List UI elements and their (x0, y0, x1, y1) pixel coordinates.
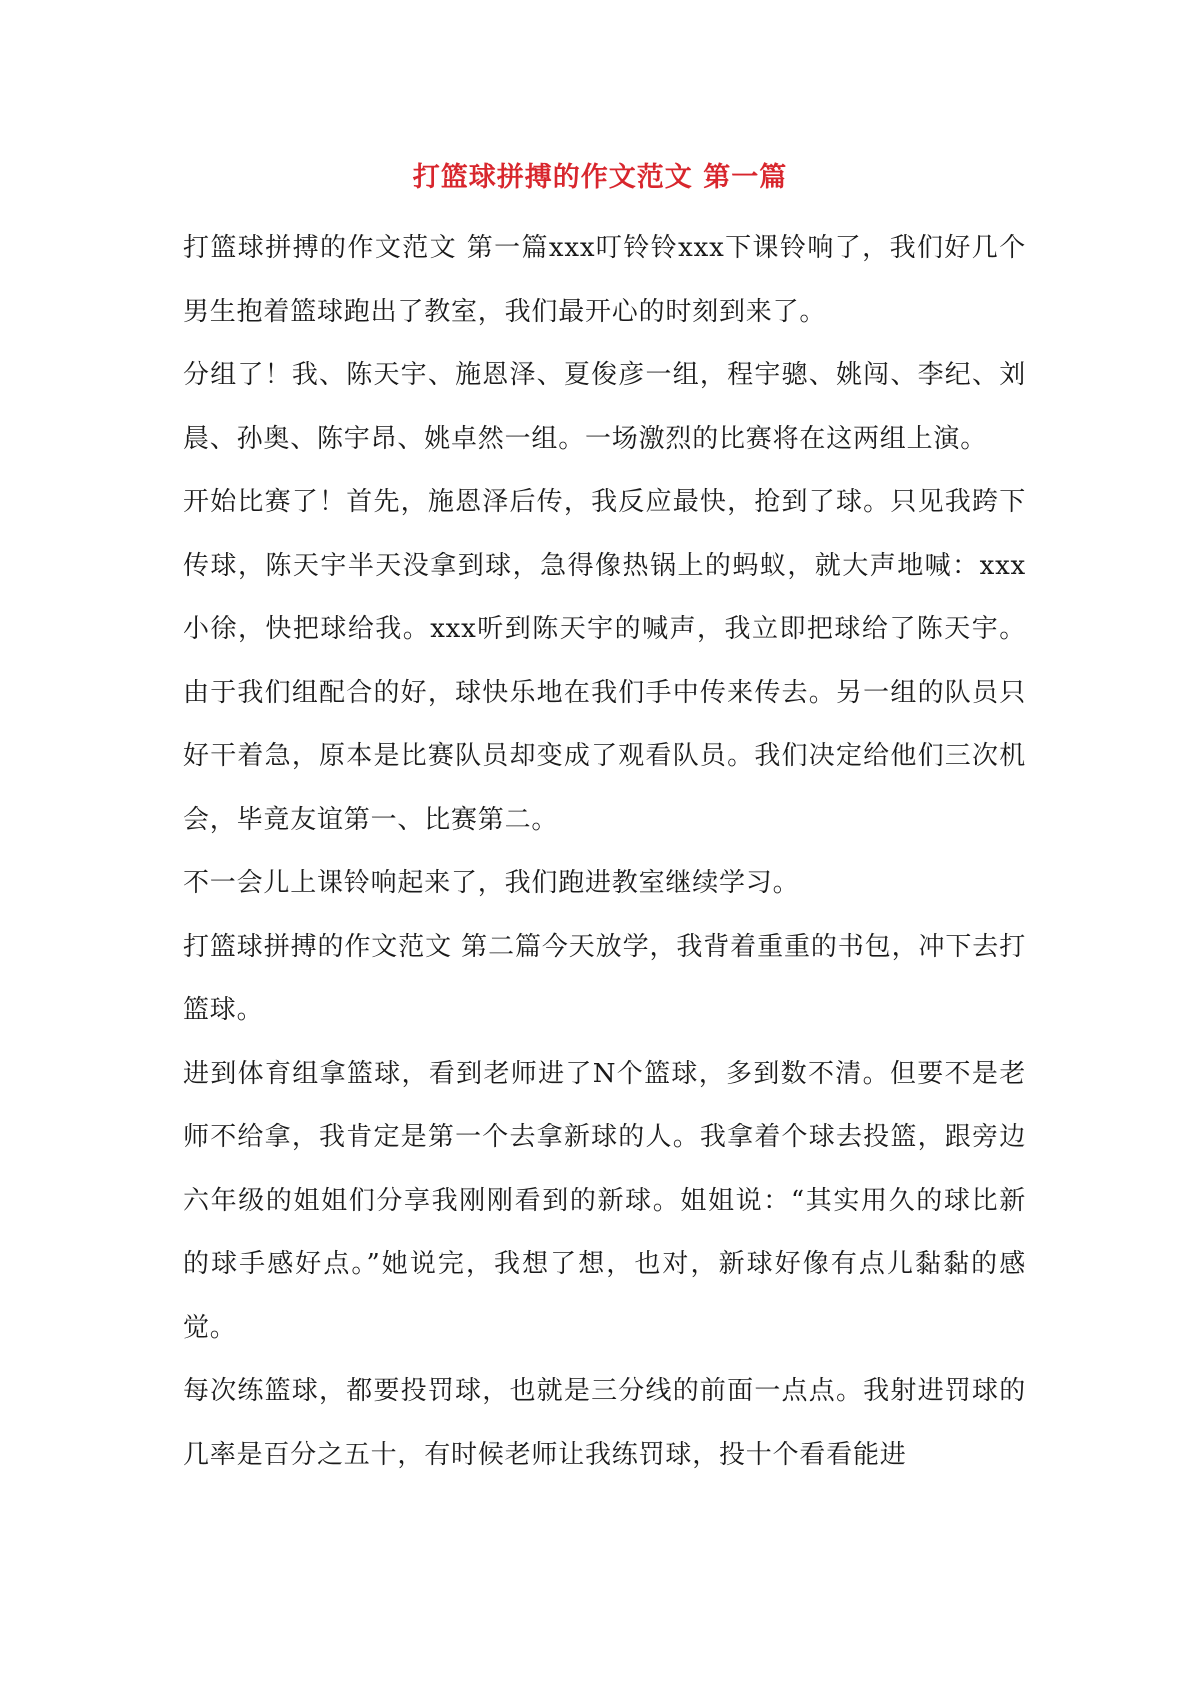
paragraph: 每次练篮球，都要投罚球，也就是三分线的前面一点点。我射进罚球的几率是百分之五十，有时候老师让我练罚球，投十个看看能进 (183, 1376, 1026, 1470)
document-title: 打篮球拼搏的作文范文 第一篇 (412, 162, 788, 193)
paragraph: 分组了！我、陈天宇、施恩泽、夏俊彦一组，程宇骢、姚闯、李纪、刘晨、孙奥、陈宇昂、姚卓然一组。一场激烈的比赛将在这两组上演。 (183, 360, 1026, 454)
document-body (183, 217, 1026, 1487)
paragraph: 不一会儿上课铃响起来了，我们跑进教室继续学习。 (183, 868, 800, 898)
paragraph: 打篮球拼搏的作文范文 第一篇xxx叮铃铃xxx下课铃响了，我们好几个男生抱着篮球跑出了教室，我们最开心的时刻到来了。 (183, 233, 1026, 327)
paragraph: 打篮球拼搏的作文范文 第二篇今天放学，我背着重重的书包，冲下去打篮球。 (183, 931, 1026, 1025)
paragraph: 开始比赛了！首先，施恩泽后传，我反应最快，抢到了球。只见我跨下传球，陈天宇半天没拿到球，急得像热锅上的蚂蚁，就大声地喊：xxx小徐，快把球给我。xxx听到陈天宇的喊声，我立即把球给了陈天宇。由于我们组配合的好，球快乐地在我们手中传来传去。另一组的队员只好干着急，原本是比赛队员却变成了观看队员。我们决定给他们三次机会，毕竟友谊第一、比赛第二。 (183, 487, 1026, 835)
paragraph: 进到体育组拿篮球，看到老师进了N个篮球，多到数不清。但要不是老师不给拿，我肯定是第一个去拿新球的人。我拿着个球去投篮，跟旁边六年级的姐姐们分享我刚刚看到的新球。姐姐说：“其实用久的球比新的球手感好点。”她说完，我想了想，也对，新球好像有点儿黏黏的感觉。 (183, 1058, 1026, 1343)
